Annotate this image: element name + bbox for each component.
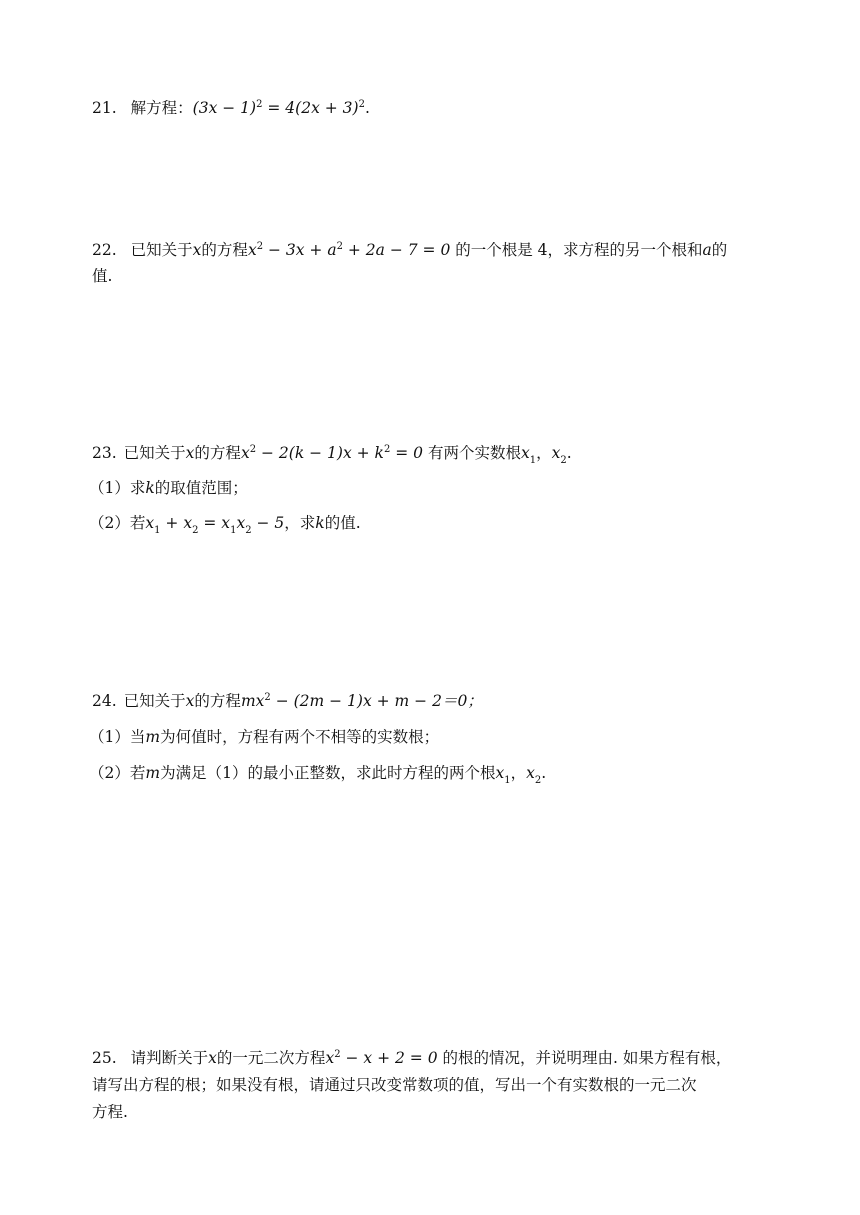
question-number: 21.	[92, 99, 117, 117]
question-24-part-1	[89, 726, 439, 748]
root-x2: $x_2$	[526, 764, 542, 787]
question-text: 为满足（1）的最小正整数，求此时方程的两个根	[160, 764, 496, 782]
variable: x	[185, 444, 195, 462]
equation: $x^2 - 2(k - 1)x + k^2 = 0$	[240, 443, 424, 462]
variable: k	[315, 514, 325, 532]
equation: $x^2 - 3x + a^2 + 2a - 7 = 0$	[247, 240, 451, 259]
question-text: 已知关于	[130, 241, 193, 259]
equation: $x^2 - x + 2 = 0$	[325, 1048, 438, 1067]
question-23-line-1	[92, 442, 572, 467]
question-25-line-3	[92, 1101, 128, 1123]
question-text: 的值.	[324, 514, 361, 532]
variable: x	[208, 1049, 217, 1067]
question-text: （2）若	[89, 764, 146, 782]
variable: m	[145, 764, 161, 782]
question-text: 方程.	[92, 1103, 128, 1121]
separator: ，	[510, 764, 527, 782]
root-x2: $x_2$	[551, 444, 567, 467]
question-21-line-1	[92, 97, 370, 119]
question-text: 已知关于	[123, 692, 186, 710]
question-text: 的取值范围；	[154, 479, 248, 497]
variable: x	[192, 241, 202, 259]
question-23-part-1	[89, 477, 248, 499]
period: .	[566, 444, 572, 462]
question-number: 24.	[92, 692, 117, 710]
question-text: 的一个根是 4，求方程的另一个根和	[450, 241, 703, 259]
question-23-part-2	[89, 512, 361, 537]
question-text: （1）求	[89, 479, 146, 497]
question-text: （1）当	[89, 728, 146, 746]
equation: $(3x - 1)^2 = 4(2x + 3)^2$	[192, 98, 365, 117]
question-22-line-2	[92, 265, 112, 287]
question-25-line-2	[92, 1074, 697, 1096]
question-text: （2）若	[89, 514, 146, 532]
question-24-part-2	[89, 762, 547, 787]
question-text: 的一元二次方程	[216, 1049, 326, 1067]
question-text: 的	[711, 241, 728, 259]
question-text: ，求	[284, 514, 316, 532]
question-text: 解方程：	[130, 99, 193, 117]
question-text: 请判断关于	[130, 1049, 209, 1067]
question-22-line-1	[92, 239, 727, 261]
question-text: 值.	[92, 267, 113, 285]
root-x1: $x_1$	[520, 444, 537, 467]
root-x1: $x_1$	[495, 764, 511, 787]
question-text: 为何值时，方程有两个不相等的实数根；	[160, 728, 440, 746]
equation: $x_1 + x_2 = x_1x_2 - 5$	[145, 514, 285, 537]
separator: ，	[536, 444, 552, 462]
variable: x	[185, 692, 195, 710]
question-text: 请写出方程的根；如果没有根，请通过只改变常数项的值，写出一个有实数根的一元二次	[92, 1076, 697, 1094]
question-25-line-1	[92, 1047, 731, 1069]
question-text: 有两个实数根	[423, 444, 521, 462]
variable: m	[145, 728, 161, 746]
question-number: 23.	[92, 444, 117, 462]
equation: $mx^2 - (2m - 1)x + m - 2=0$；	[240, 691, 483, 710]
question-text: 的方程	[194, 692, 241, 710]
variable: a	[702, 241, 712, 259]
question-number: 22.	[92, 241, 117, 259]
question-number: 25.	[92, 1049, 117, 1067]
period: .	[541, 764, 547, 782]
question-24-line-1	[92, 690, 483, 712]
question-text: 的方程	[201, 241, 248, 259]
question-text: 的根的情况，并说明理由. 如果方程有根，	[437, 1049, 732, 1067]
variable: k	[145, 479, 155, 497]
question-text: 已知关于	[123, 444, 186, 462]
question-text: 的方程	[194, 444, 241, 462]
period: .	[364, 99, 370, 117]
